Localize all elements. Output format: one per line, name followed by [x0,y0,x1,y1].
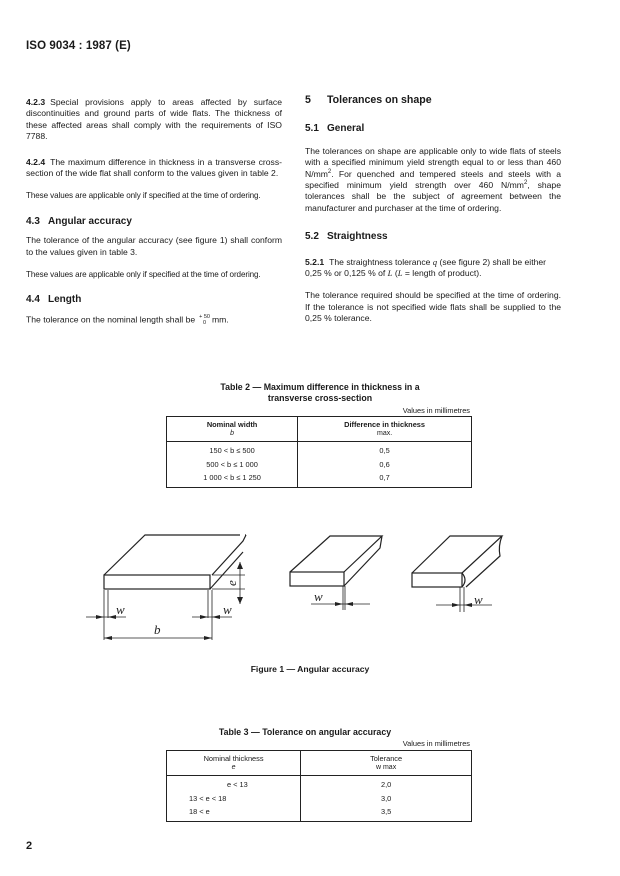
label-w-left: w [116,602,125,617]
clause-text: The maximum difference in thickness in a transverse cross-section of the wide flat shall conform to the values given in table 2. [26,156,282,179]
label-w-fig-c: w [474,592,483,607]
section-4-3-text: The tolerance of the angular accuracy (see figure 1) shall conform to the values given in table 3. [26,235,282,257]
note-ordering: These values are applicable only if specified at the time of ordering. [26,191,261,201]
table-header: Nominal width b [167,417,298,442]
length-tolerance: + 50 0 [199,313,210,326]
table-header: Tolerance w max [301,751,472,776]
section-heading-4-3: 4.3 Angular accuracy [26,215,132,227]
section-5-1-text: The tolerances on shape are applicable only to wide flats of steels with a specified minimum yield strength equal to or less than 460 $N/mm^2$. For quenched and tempered steels and steels with a specified minimum yield strength over 460 $N/mm^2$, shape tolerances shall be the subject of agreement between the manufacturer and purchaser at the time of ordering. [305,145,561,213]
table-row: 13 < e < 18 3,0 [167,792,472,806]
clause-5-2-1: 5.2.1 The straightness tolerance q (see figure 2) shall be either 0,25 % or 0,125 % of L (L = length of product). [305,256,547,279]
clause-5-2-1-tolerance-note: The tolerance required should be specified at the time of ordering. If the tolerance is not specified wide flats shall be supplied to the 0,25 % tolerance. [305,290,561,324]
label-b: b [154,622,161,637]
section-4-3-note: These values are applicable only if specified at the time of ordering. [26,270,261,280]
table-2-caption: Table 2 — Maximum difference in thickness in a transverse cross-section [220,382,420,403]
clause-text: Special provisions apply to areas affected by surface discontinuities and ground parts of wide flats. The thickness of these affected areas shall comply with the requirements of ISO 7788. [26,97,282,142]
section-4-4-text: The tolerance on the nominal length shall be + 50 0 mm. [26,313,229,326]
table-row: 1 000 < b ≤ 1 250 0,7 [167,471,472,487]
section-heading-5-1: 5.1 General [305,123,365,135]
section-heading-4-4: 4.4 Length [26,294,82,306]
table-row: 150 < b ≤ 500 0,5 [167,442,472,458]
table-3-units: Values in millimetres [402,739,470,748]
section-heading-5: 5 Tolerances on shape [305,94,432,106]
clause-number: 4.2.4 [26,156,46,167]
table-2-units: Values in millimetres [402,406,470,415]
label-e: e [224,580,239,586]
section-heading-5-2: 5.2 Straightness [305,231,388,243]
table-header: Difference in thickness max. [298,417,472,442]
table-row: e < 13 2,0 [167,776,472,792]
table-header: Nominal thickness e [167,751,301,776]
label-w-fig-b: w [314,589,323,604]
table-3-caption: Table 3 — Tolerance on angular accuracy [218,727,392,737]
table-row: 500 < b ≤ 1 000 0,6 [167,458,472,472]
figure-1-caption: Figure 1 — Angular accuracy [250,664,370,674]
table-row: 18 < e 3,5 [167,805,472,821]
document-header: ISO 9034 : 1987 (E) [26,40,131,52]
table-3 [166,750,472,822]
clause-number: 4.2.3 [26,97,46,107]
label-w-right: w [223,602,232,617]
page-number: 2 [26,840,33,852]
